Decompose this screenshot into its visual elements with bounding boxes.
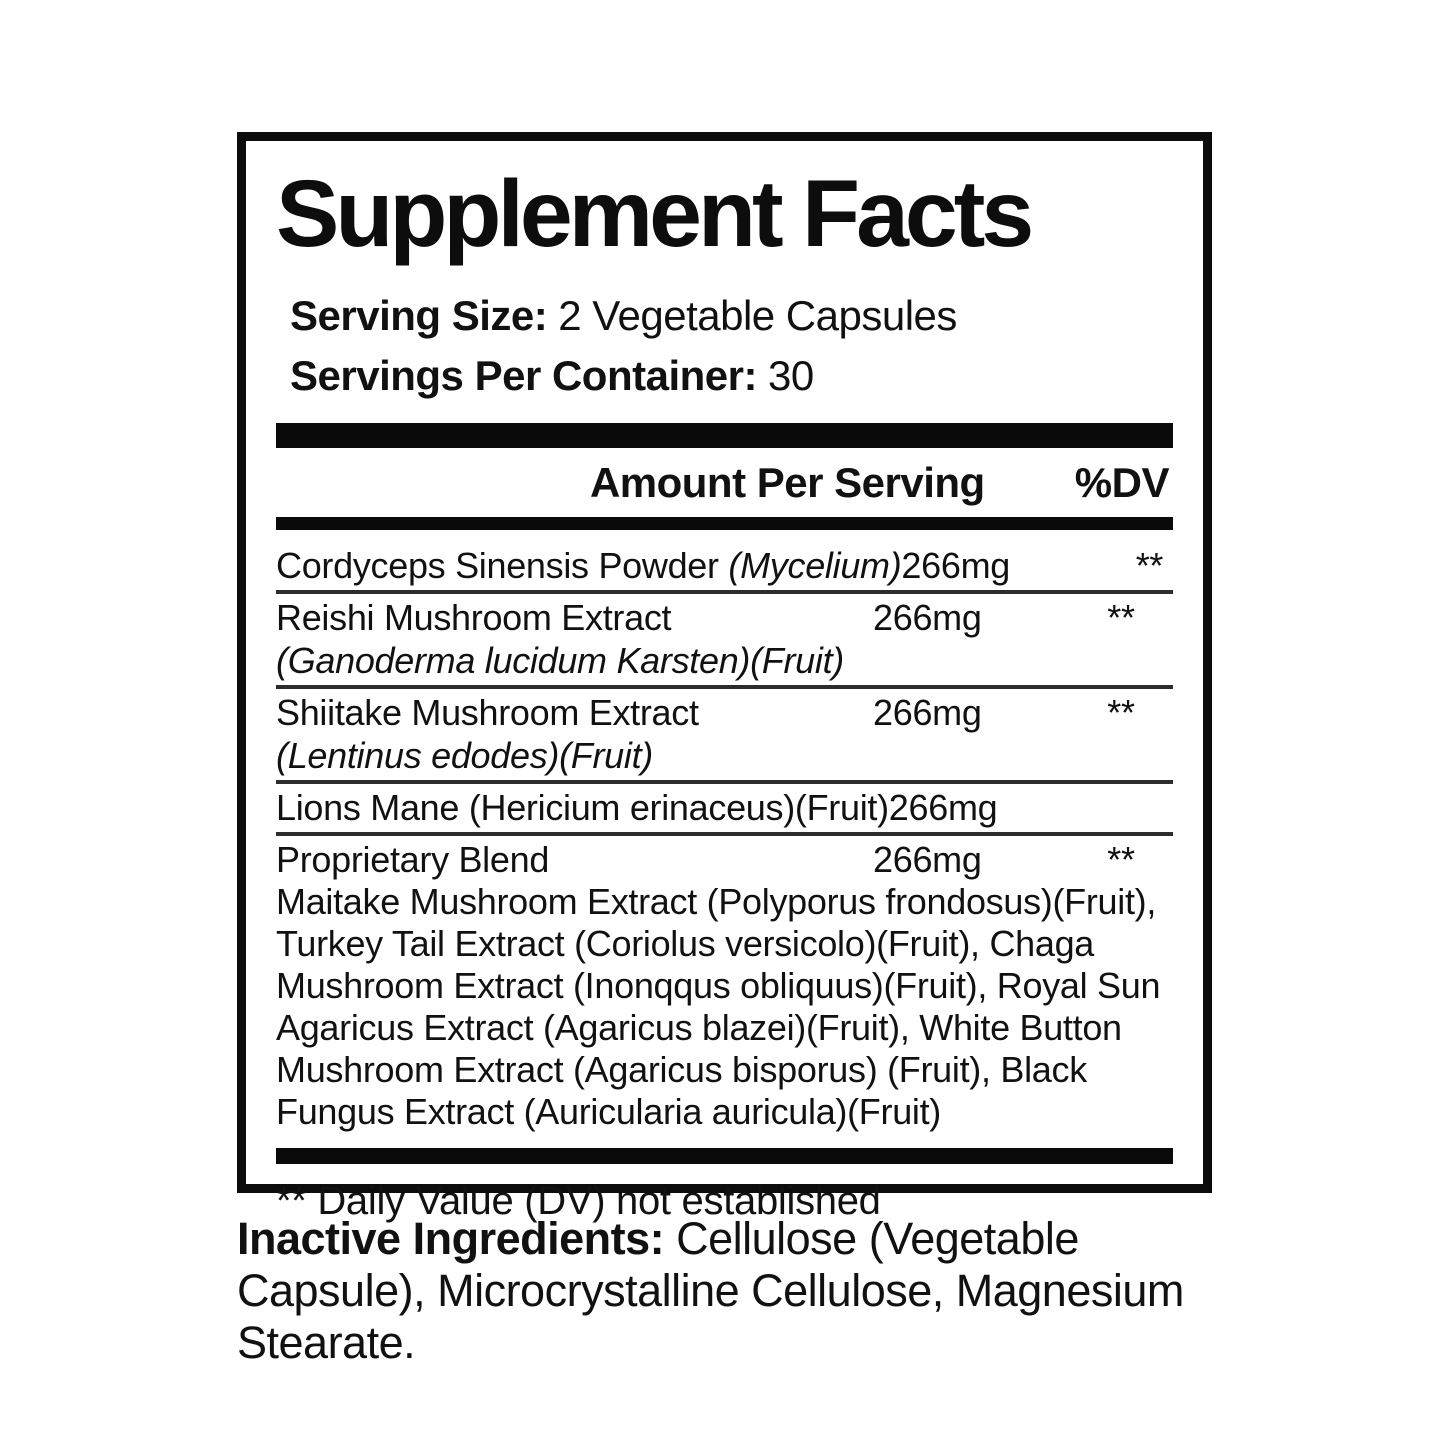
blend-description: Maitake Mushroom Extract (Polyporus frondosus)(Fruit), Turkey Tail Extract (Coriolus versicolo)(Fruit), Chaga Mushroom Extract (Inonqqus obliquus)(Fruit), Royal Sun Agaricus Extract (Agaricus blazei)(Fruit), White Button Mushroom Extract (Agaricus bisporus) (Fruit), Black Fungus Extract (Auricularia auricula)(Fruit) [276, 881, 1161, 1132]
supplement-facts-title: Supplement Facts [276, 161, 1031, 267]
ingredient-table [276, 530, 1173, 1136]
ingredient-amount: 266mg [873, 597, 982, 638]
ingredient-botanical: (Ganoderma lucidum Karsten)(Fruit) [276, 640, 844, 681]
table-header-row [276, 458, 1173, 508]
serving-info [290, 286, 1173, 406]
ingredient-name: Lions Mane (Hericium erinaceus)(Fruit) [276, 787, 889, 828]
ingredient-row-cordyceps [276, 542, 1173, 590]
serving-size-value: 2 Vegetable Capsules [558, 292, 957, 339]
ingredient-amount: 266mg [901, 545, 1010, 586]
supplement-facts-panel [237, 132, 1212, 1223]
ingredient-dv: ** [1135, 545, 1164, 586]
inactive-ingredients-text: Cellulose (Vegetable Capsule), Microcrystalline Cellulose, Magnesium Stearate. [237, 1213, 1184, 1368]
ingredient-dv: ** [1107, 597, 1135, 638]
ingredient-name [276, 544, 901, 587]
section-divider-bar-bottom [276, 1148, 1173, 1164]
dv-header: %DV [1074, 459, 1169, 506]
ingredient-dv: ** [1107, 692, 1135, 733]
servings-per-container-value: 30 [767, 352, 814, 399]
servings-per-container-row [290, 346, 1173, 406]
ingredient-amount: 266mg [873, 839, 982, 880]
ingredient-row-shiitake [276, 685, 1173, 780]
ingredient-amount: 266mg [873, 692, 982, 733]
ingredient-name: Shiitake Mushroom Extract [276, 692, 699, 733]
serving-size-label: Serving Size: [290, 292, 548, 339]
ingredient-row-reishi [276, 590, 1173, 685]
ingredient-name-latin: (Mycelium) [728, 545, 902, 586]
ingredient-name-text: Cordyceps Sinensis Powder [276, 545, 719, 586]
ingredient-row-lions-mane [276, 780, 1173, 832]
ingredient-name: Proprietary Blend [276, 839, 550, 880]
ingredient-row-proprietary-blend [276, 832, 1173, 1136]
amount-per-serving-header: Amount Per Serving [589, 459, 985, 506]
section-divider-bar-header [276, 517, 1173, 530]
inactive-ingredients-label: Inactive Ingredients: [237, 1213, 665, 1264]
section-divider-bar-top [276, 423, 1173, 448]
ingredient-botanical: (Lentinus edodes)(Fruit) [276, 735, 653, 776]
ingredient-dv: ** [1107, 839, 1135, 880]
ingredient-amount: 266mg [888, 787, 998, 828]
servings-per-container-label: Servings Per Container: [290, 352, 757, 399]
ingredient-name: Reishi Mushroom Extract [276, 597, 672, 638]
inactive-ingredients [237, 1213, 1237, 1369]
dv-footnote: ** Daily Value (DV) not established [276, 1179, 881, 1223]
serving-size-row [290, 286, 1173, 346]
